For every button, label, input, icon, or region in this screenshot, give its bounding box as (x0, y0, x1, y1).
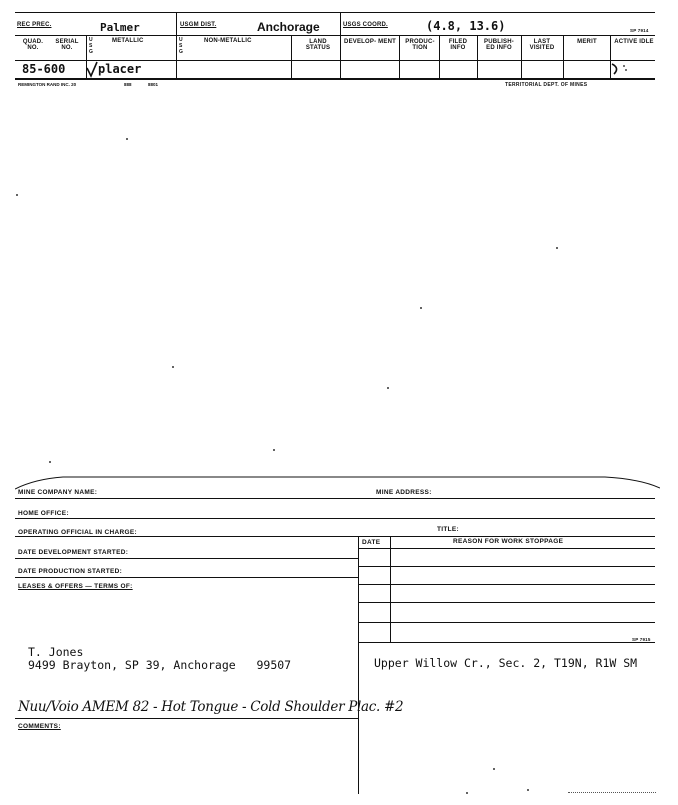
location-description: Upper Willow Cr., Sec. 2, T19N, R1W SM (374, 656, 638, 670)
active-idle-mark (608, 60, 630, 78)
operating-official-label: OPERATING OFFICIAL IN CHARGE: (18, 529, 137, 536)
metallic-value: placer (98, 62, 142, 76)
usgs-coord-value: (4.8, 13.6) (426, 19, 506, 33)
owner-address: 9499 Brayton, SP 39, Anchorage 99507 (28, 658, 292, 672)
col-usgs-metallic: U S G (89, 37, 94, 55)
date-development-label: DATE DEVELOPMENT STARTED: (18, 549, 129, 556)
leases-offers-label: LEASES & OFFERS — TERMS OF: (18, 583, 133, 590)
mine-address-label: MINE ADDRESS: (376, 489, 432, 496)
date-col-label: DATE (362, 539, 381, 546)
footer-code-1: 888 (124, 82, 132, 87)
territorial-dept-footer: TERRITORIAL DEPT. OF MINES (505, 82, 588, 88)
form-number-bottom: SP 7915 (632, 637, 651, 642)
owner-name: T. Jones (28, 645, 84, 659)
col-usgs-nonmetallic: U S G (179, 37, 184, 55)
col-last-visited: LAST VISITED (529, 39, 555, 51)
mine-company-label: MINE COMPANY NAME: (18, 489, 98, 496)
footer-code-2: 8801 (148, 82, 159, 87)
reason-col-label: REASON FOR WORK STOPPAGE (453, 538, 564, 545)
title-label: TITLE: (437, 526, 460, 533)
col-serial-no: SERIAL NO. (55, 39, 79, 51)
quad-serial-value: 85-600 (22, 62, 66, 76)
col-filed-info: FILED INFO (448, 39, 468, 51)
rec-prec-label: REC PREC. (17, 22, 52, 28)
date-production-label: DATE PRODUCTION STARTED: (18, 568, 123, 575)
card-edge (15, 473, 660, 493)
col-production: PRODUC- TION (405, 39, 435, 51)
printer-footer: REMINGTON RAND INC. 20 (18, 82, 77, 87)
home-office-label: HOME OFFICE: (18, 510, 69, 517)
col-merit: MERIT (577, 39, 597, 45)
col-active-idle: ACTIVE IDLE (614, 39, 654, 45)
rec-prec-value: Palmer (100, 21, 140, 34)
form-number-top: SP 7914 (630, 28, 649, 33)
col-published-info: PUBLISH- ED INFO (484, 39, 514, 51)
col-metallic: METALLIC (112, 38, 144, 44)
usgm-dist-label: USGM DIST. (180, 22, 217, 28)
col-nonmetallic: NON-METALLIC (204, 38, 252, 44)
checkmark-mark (85, 60, 99, 78)
usgm-dist-value: Anchorage (257, 20, 320, 34)
col-quad-no: QUAD. NO. (22, 39, 44, 51)
usgs-coord-label: USGS COORD. (343, 22, 388, 28)
col-development: DEVELOP- MENT (344, 39, 396, 45)
col-land-status: LAND STATUS (305, 39, 331, 51)
comments-label: COMMENTS: (18, 723, 61, 730)
handwritten-note: Nuu/Voio AMEM 82 - Hot Tongue - Cold Shoulder Plac. #2 (18, 699, 404, 715)
